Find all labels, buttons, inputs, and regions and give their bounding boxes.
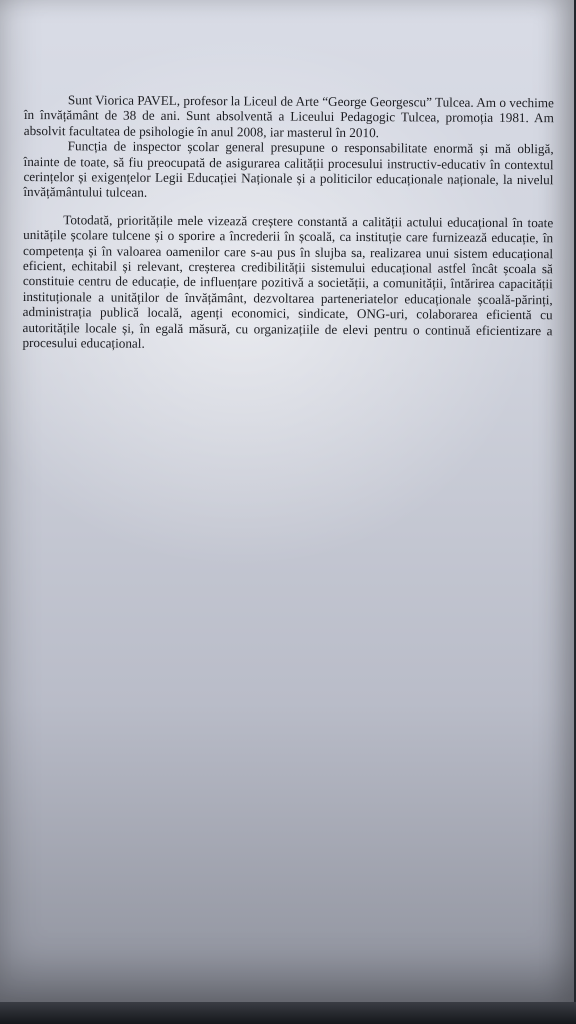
- paragraph-responsibility: Funcția de inspector școlar general presupune o responsabilitate enormă și mă obligă, înainte de toate, să fiu preocupată de asigurarea calității procesului instructiv-educativ în contextul cerințelor și exigențelor Legii Educației Naționale și a politicilor educaționale naționale, la nivelul învățământului tulcean.: [23, 138, 554, 201]
- document-body: [22, 92, 554, 354]
- table-edge-shadow: [0, 1002, 576, 1024]
- paragraph-introduction: Sunt Viorica PAVEL, profesor la Liceul de Arte “George Georgescu” Tulcea. Am o vechime în învățământ de 38 de ani. Sunt absolventă a Liceului Pedagogic Tulcea, promoția 1981. Am absolvit facultatea de psihologie în anul 2008, iar masterul în 2010.: [23, 92, 554, 140]
- paragraph-priorities: Totodată, prioritățile mele vizează creștere constantă a calității actului educațional în toate unitățile școlare tulcene și o sporire a încrederii în școală, ca instituție care furnizează educație, în competența și în valoarea oamenilor care s-au pus în slujba sa, realizarea unui sistem educațional eficient, echitabil și relevant, creșterea credibilității sistemului educațional astfel încât școala să constituie centru de educație, de influențare pozitivă a societății, a comunității, întărirea capacității instituționale a unităților de învățământ, dezvoltarea parteneriatelor educaționale școală-părinți, administrația publică locală, agenți economici, sindicate, ONG-uri, colaborarea eficientă cu autoritățile locale și, în egală măsură, cu organizațiile de elevi pentru o continuă eficientizare a procesului educațional.: [22, 212, 554, 351]
